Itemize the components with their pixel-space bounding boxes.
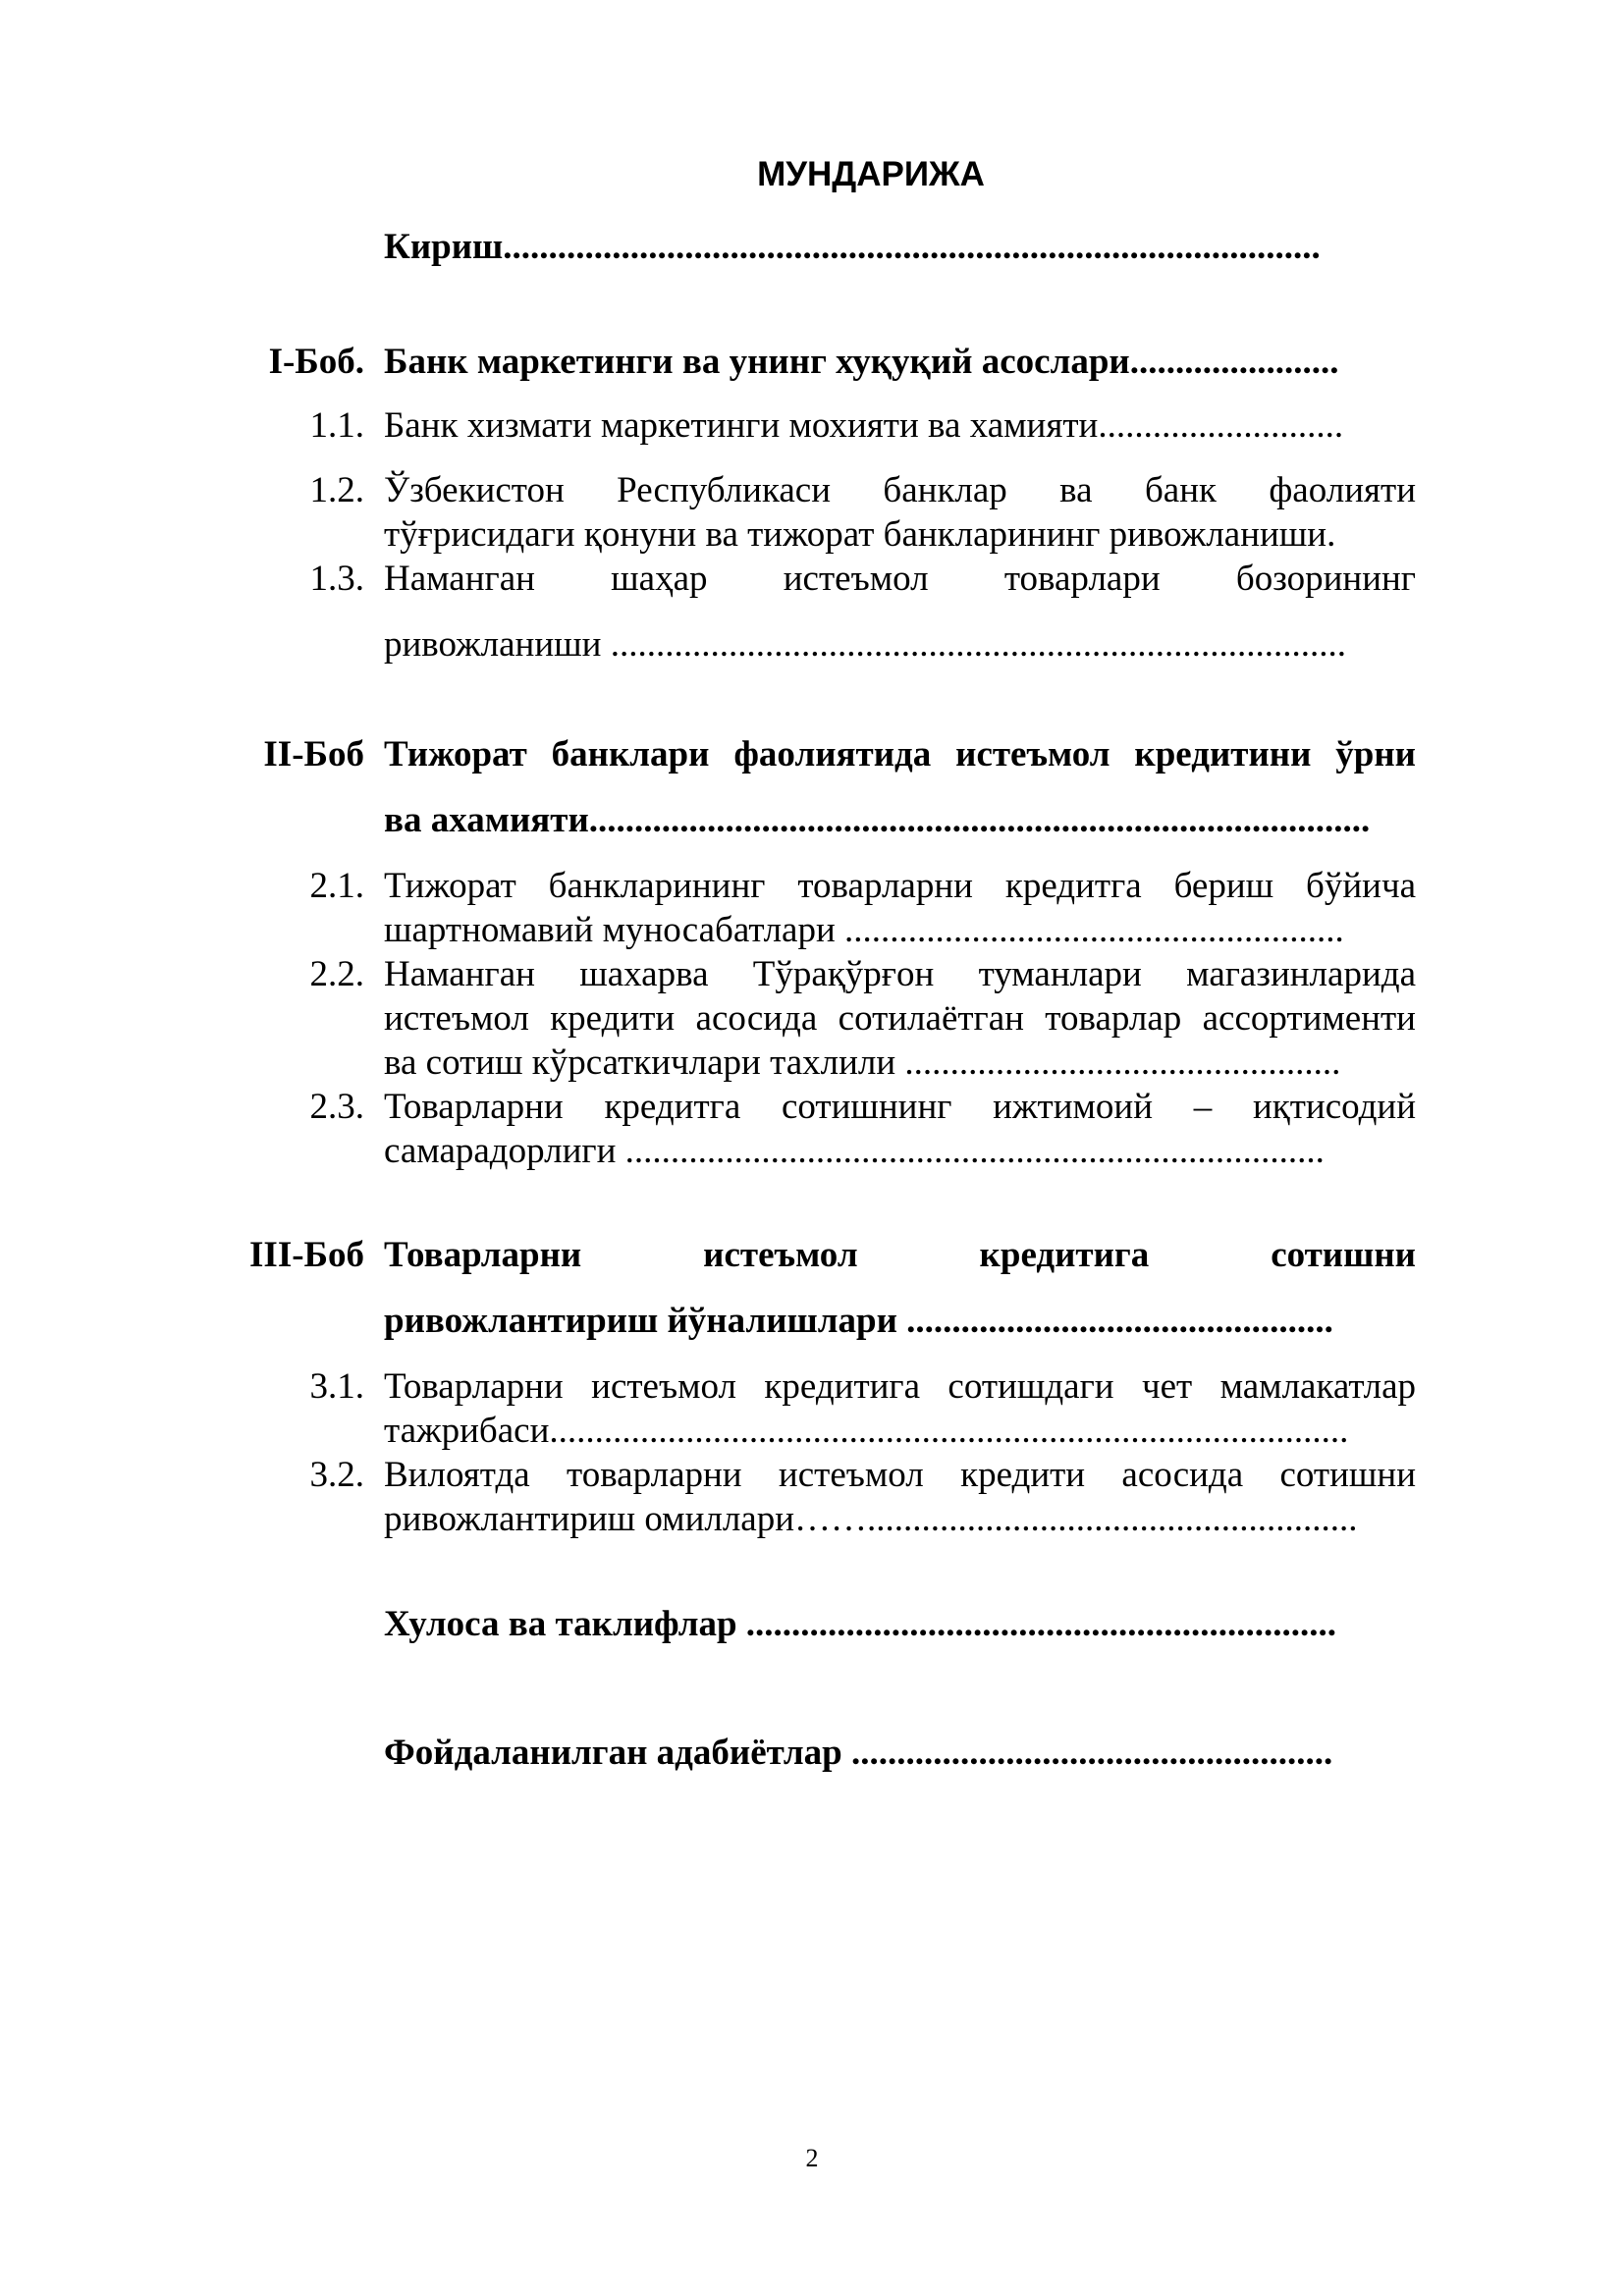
toc-section-2-3-line2: самарадорлиги ............................................................................. (384, 1131, 1325, 1171)
toc-chapter-3-number: III-Боб (249, 1235, 364, 1275)
toc-section-1-3-number: 1.3. (309, 559, 364, 599)
toc-section-2-1-line2: шартномавий муносабатлари ....................................................... (384, 910, 1344, 950)
toc-chapter-3-line2: ривожлантириш йўналишлари ............................................... (384, 1301, 1333, 1341)
page-number: 2 (805, 2144, 819, 2172)
toc-section-1-2-line1: Ўзбекистон Республикаси банклар ва банк фаолияти (384, 470, 1416, 510)
toc-section-3-2-line1: Вилоятда товарларни истеъмол кредити асосида сотишни (384, 1455, 1416, 1495)
toc-section-1-3-line2: ривожланиши ................................................................................. (384, 624, 1346, 665)
toc-section-2-1-line1: Тижорат банкларининг товарларни кредитга бериш бўйича (384, 866, 1416, 906)
toc-entry-conclusion-text: Хулоса ва таклифлар ................................................................. (384, 1604, 1337, 1644)
page-title: МУНДАРИЖА (757, 155, 985, 193)
toc-section-3-1-line2: тажрибаси........................................................................................ (384, 1411, 1349, 1451)
toc-section-2-2-number: 2.2. (309, 954, 364, 994)
toc-section-2-3-line1: Товарларни кредитга сотишнинг ижтимоий – иқтисодий (384, 1087, 1416, 1127)
toc-section-2-2-line2: истеъмол кредити асосида сотилаётган товарлар ассортименти (384, 998, 1416, 1039)
toc-chapter-2-number: II-Боб (263, 734, 364, 774)
toc-section-3-2-number: 3.2. (309, 1455, 364, 1495)
toc-section-2-2-line3: ва сотиш кўрсаткичлари тахлили ................................................ (384, 1042, 1341, 1083)
toc-section-2-3-number: 2.3. (309, 1087, 364, 1127)
toc-chapter-3-line1: Товарларни истеъмол кредитига сотишни (384, 1235, 1416, 1275)
toc-section-1-3-line1: Наманган шаҳар истеъмол товарлари бозорининг (384, 559, 1416, 599)
toc-section-3-1-number: 3.1. (309, 1366, 364, 1407)
toc-chapter-2-line1: Тижорат банклари фаолиятида истеъмол кредитини ўрни (384, 734, 1416, 774)
toc-section-1-1-number: 1.1. (309, 405, 364, 446)
toc-chapter-1-title: Банк маркетинги ва унинг хуқуқий асослари....................... (384, 342, 1339, 382)
toc-entry-intro-text: Кириш.......................................................................................... (384, 227, 1321, 267)
toc-section-1-2-line2: тўғрисидаги қонуни ва тижорат банкларининг ривожланиши. (384, 514, 1336, 555)
toc-section-2-2-line1: Наманган шахарва Тўрақўрғон туманлари магазинларида (384, 954, 1416, 994)
toc-chapter-1-number: I-Боб. (268, 342, 364, 382)
toc-entry-references-text: Фойдаланилган адабиётлар ..................................................... (384, 1733, 1333, 1773)
toc-section-1-2-number: 1.2. (309, 470, 364, 510)
toc-chapter-2-line2: ва ахамияти...................................................................................... (384, 800, 1371, 840)
toc-section-3-2-line2: ривожлантириш омиллари……...................................................... (384, 1499, 1358, 1539)
toc-section-3-1-line1: Товарларни истеъмол кредитига сотишдаги чет мамлакатлар (384, 1366, 1416, 1407)
toc-section-2-1-number: 2.1. (309, 866, 364, 906)
toc-section-1-1-text: Банк хизмати маркетинги мохияти ва хамияти........................... (384, 405, 1344, 446)
